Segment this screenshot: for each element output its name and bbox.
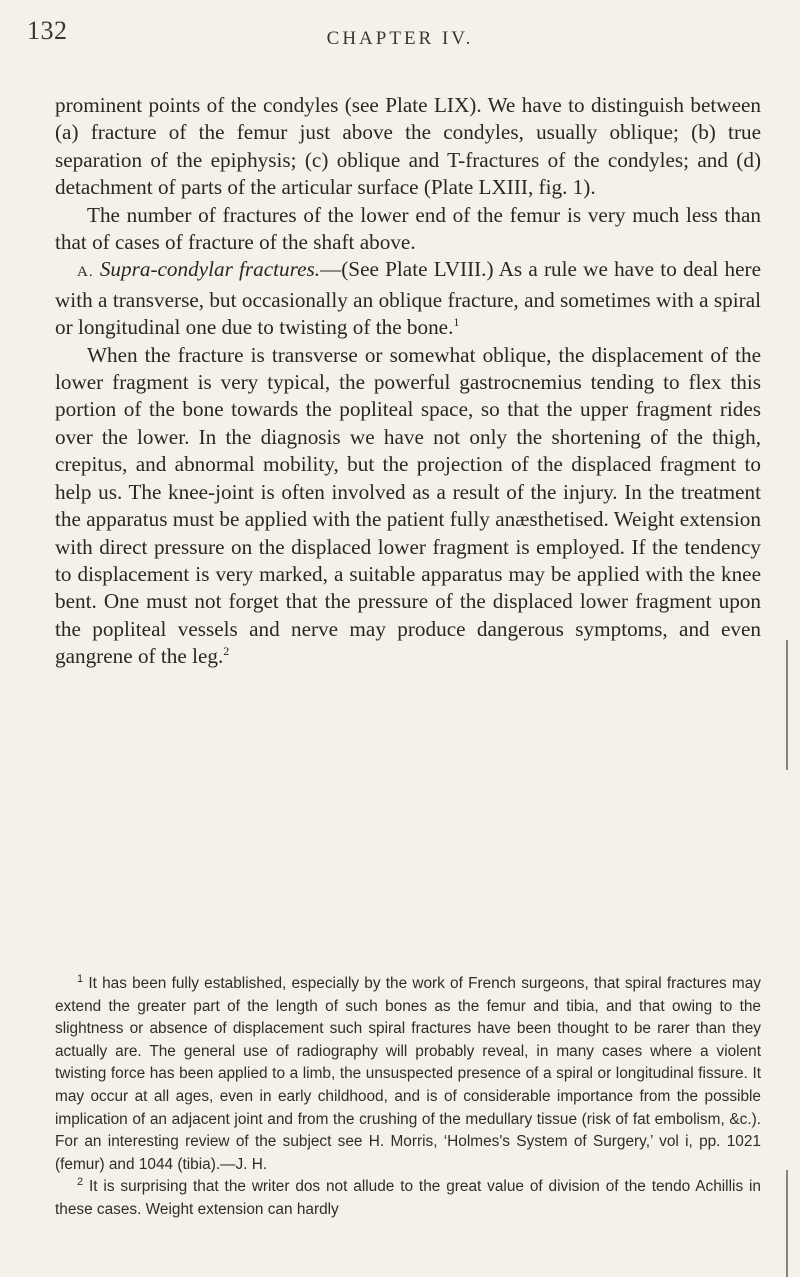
paragraph-text: The number of fractures of the lower end of the femur is very much less than that of cases of fracture of the shaft above. <box>55 202 761 255</box>
page-edge-shadow <box>786 640 788 770</box>
paragraph-fracture-frequency <box>55 202 761 257</box>
footnote <box>55 973 761 1176</box>
body-text <box>55 92 761 671</box>
paragraph-displacement-treatment <box>55 342 761 671</box>
footnote <box>55 1176 761 1221</box>
footnote-reference: 2 <box>223 644 230 659</box>
footnote-reference: 1 <box>453 315 460 330</box>
running-head: CHAPTER IV. <box>326 28 474 49</box>
footnote-text: It is surprising that the writer dos not allude to the great value of division of the tendo Achillis in these cases. Weight extension can hardly <box>55 1178 761 1218</box>
page-number: 132 <box>27 16 68 45</box>
page-edge-shadow <box>786 1170 788 1277</box>
paragraph-text: prominent points of the condyles (see Plate LIX). We have to distinguish between (a) fracture of the femur just above the condyles, usually oblique; (b) true separation of the epiphysis; (c) oblique and T-fractures of the condyles; and (d) detachment of parts of the articular surface (Plate LXIII, fig. 1). <box>55 93 761 200</box>
section-title: Supra-condylar fractures. <box>99 257 321 282</box>
paragraph-supra-condylar <box>55 256 761 341</box>
paragraph-text: —(See Plate LVIII.) As a rule we have to deal here with a transverse, but occasionally an oblique fracture, and sometimes with a spiral or longitudinal one due to twisting of the bone. <box>55 257 761 340</box>
footnote-text: It has been fully established, especially by the work of French surgeons, that spiral fractures may extend the greater part of the length of such bones as the femur and tibia, and that owing to the slightness or absence of displacement such spiral fractures have been thought to be rarer than they actually are. The general use of radiography will probably reveal, in many cases where a violent twisting force has been applied to a limb, the unsuspected presence of a spiral or longitudinal fissure. It may occur at all ages, even in early childhood, and is of considerable importance from the possible implication of an adjacent joint and from the crushing of the medullary tissue (risk of fat embolism, &c.). For an interesting review of the subject see H. Morris, ‘Holmes's System of Surgery,’ vol i, pp. 1021 (femur) and 1044 (tibia).—J. H. <box>55 975 762 1173</box>
section-label: A. <box>77 264 94 281</box>
footnote-mark: 2 <box>77 1176 84 1189</box>
paragraph-text: When the fracture is transverse or somewhat oblique, the displacement of the lower fragment is very typical, the powerful gastrocnemius tending to flex this portion of the bone towards the popliteal space, so that the upper fragment rides over the lower. In the diagnosis we have not only the shortening of the thigh, crepitus, and abnormal mobility, but the projection of the displaced fragment to help us. The knee-joint is often involved as a result of the injury. In the treatment the apparatus must be applied with the patient fully anæsthetised. Weight extension with direct pressure on the displaced lower fragment is employed. If the tendency to displacement is very marked, a suitable apparatus may be applied with the knee bent. One must not forget that the pressure of the displaced lower fragment upon the popliteal vessels and nerve may produce dangerous symptoms, and even gangrene of the leg. <box>55 342 761 669</box>
paragraph-condyle-fracture-types <box>55 92 761 202</box>
footnotes <box>55 973 761 1222</box>
footnote-mark: 1 <box>77 972 84 985</box>
